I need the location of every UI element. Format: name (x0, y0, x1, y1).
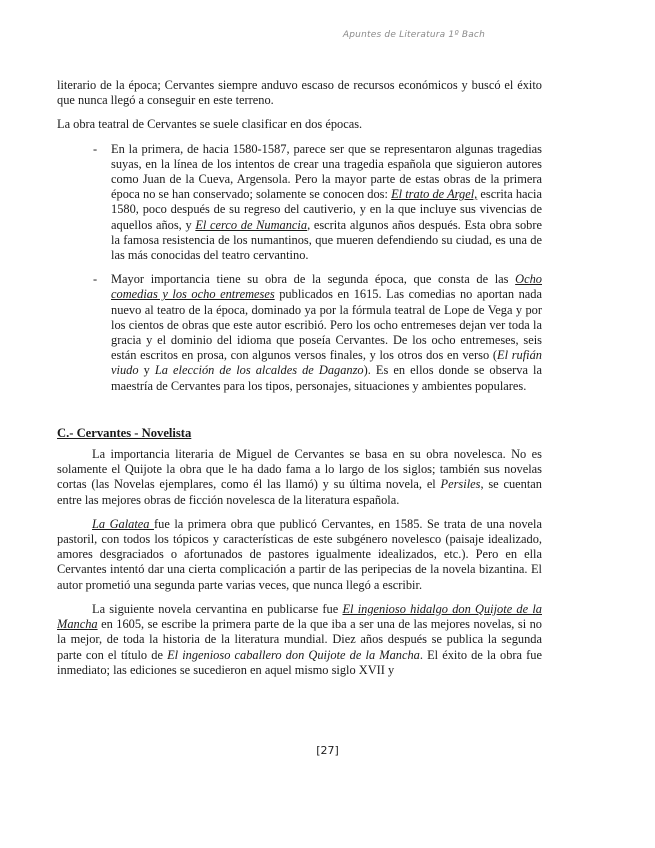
title-persiles: Persiles (440, 477, 481, 492)
text-run: , se cuentan entre las mejores obras de ficción novelesca de la literatura española. (57, 477, 542, 507)
text-run: ). Es en ellos donde se observa la maestría de Cervantes para los tipos, personajes, situaciones y ambientes populares. (111, 363, 542, 393)
title-rufian-viudo: El rufián viudo (111, 348, 543, 378)
theatre-epochs-list (57, 142, 542, 394)
title-quijote-second-part: El ingenioso caballero don Quijote de la Mancha (167, 647, 420, 662)
list-item-first-epoch (111, 142, 542, 264)
paragraph-quijote (57, 602, 542, 678)
title-eleccion-alcaldes: La elección de los alcaldes de Daganzo (154, 363, 364, 378)
text-run: . El éxito de la obra fue inmediato; las ediciones se sucedieron en aquel mismo siglo XVII y (57, 647, 542, 677)
paragraph-galatea (57, 517, 542, 593)
text-run: escrita hacia 1580, poco después de su regreso del cautiverio, y en la que incluye sus vivencias de aquellos años, y (111, 187, 542, 232)
text-run: , escrita algunos años después. Esta obra sobre la famosa resistencia de los numantinos, que mueren defendiendo su ciudad, es una de las más conocidas del teatro cervantino. (111, 217, 542, 263)
text-run: fue la primera obra que publicó Cervantes, en 1585. Se trata de una novela pastoril, con todos los tópicos y características de este subgénero novelesco (paisaje idealizado, amores desgraciados o afortunados de pastores igualmente idealizados, etc.). Pero en ella Cervantes intentó dar una cierta complicación a partir de las peripecias de la novela bizantina. El autor prometió una segunda parte varias veces, que nunca llegó a escribir. (57, 516, 542, 592)
title-ocho-comedias: Ocho comedias y los ocho entremeses (111, 272, 542, 302)
title-la-galatea: La Galatea (92, 516, 154, 531)
page-body (57, 78, 542, 687)
text-run: en 1605, se escribe la primera parte de la que iba a ser una de las mejores novelas, si no la mejor, de toda la historia de la literatura mundial. Diez años después se publica la segunda parte con el título de (57, 617, 542, 662)
text-run: La siguiente novela cervantina en publicarse fue (92, 601, 343, 616)
paragraph-novel-importance (57, 447, 542, 508)
paragraph-intro: literario de la época; Cervantes siempre anduvo escaso de recursos económicos y buscó el éxito que nunca llegó a conseguir en este terreno. (57, 78, 542, 108)
text-run: publicados en 1615. Las comedias no aportan nada nuevo al teatro de la época, dominado ya por la fórmula teatral de Lope de Vega y por los cientos de obras que este autor escribió. Pero los ocho entremeses dejan ver toda la gracia y el dominio del idioma que poseía Cervantes. De los ocho entremeses, seis están escritos en prosa, con algunos versos finales, y los otros dos en verso ( (111, 287, 543, 363)
text-run: y (138, 363, 155, 378)
list-item-second-epoch (111, 272, 542, 394)
page-number: [27] (316, 744, 339, 757)
title-trato-de-argel: El trato de Argel, (391, 187, 478, 202)
text-run: La importancia literaria de Miguel de Cervantes se basa en su obra novelesca. No es solamente el Quijote la obra que le ha dado fama a lo largo de los siglos; también sus novelas cortas (las Novelas ejemplares, como él las llamó) y su última novela, el (57, 447, 542, 492)
running-header: Apuntes de Literatura 1º Bach (342, 30, 485, 40)
title-quijote: El ingenioso hidalgo don Quijote de la Mancha (57, 601, 542, 632)
section-heading: C.- Cervantes - Novelista (57, 425, 192, 440)
text-run: En la primera, de hacia 1580-1587, parece ser que se representaron algunas tragedias suyas, en la línea de los intentos de crear una tragedia española que siguieron autores como Juan de la Cueva, Argensola. Pero la mayor parte de estas obras de la primera época no se han conservado; solamente se conocen dos: (111, 141, 542, 202)
paragraph-theatre-intro: La obra teatral de Cervantes se suele clasificar en dos épocas. (57, 117, 363, 132)
text-run: Mayor importancia tiene su obra de la segunda época, que consta de las (111, 272, 516, 287)
title-cerco-de-numancia: El cerco de Numancia (195, 217, 308, 232)
